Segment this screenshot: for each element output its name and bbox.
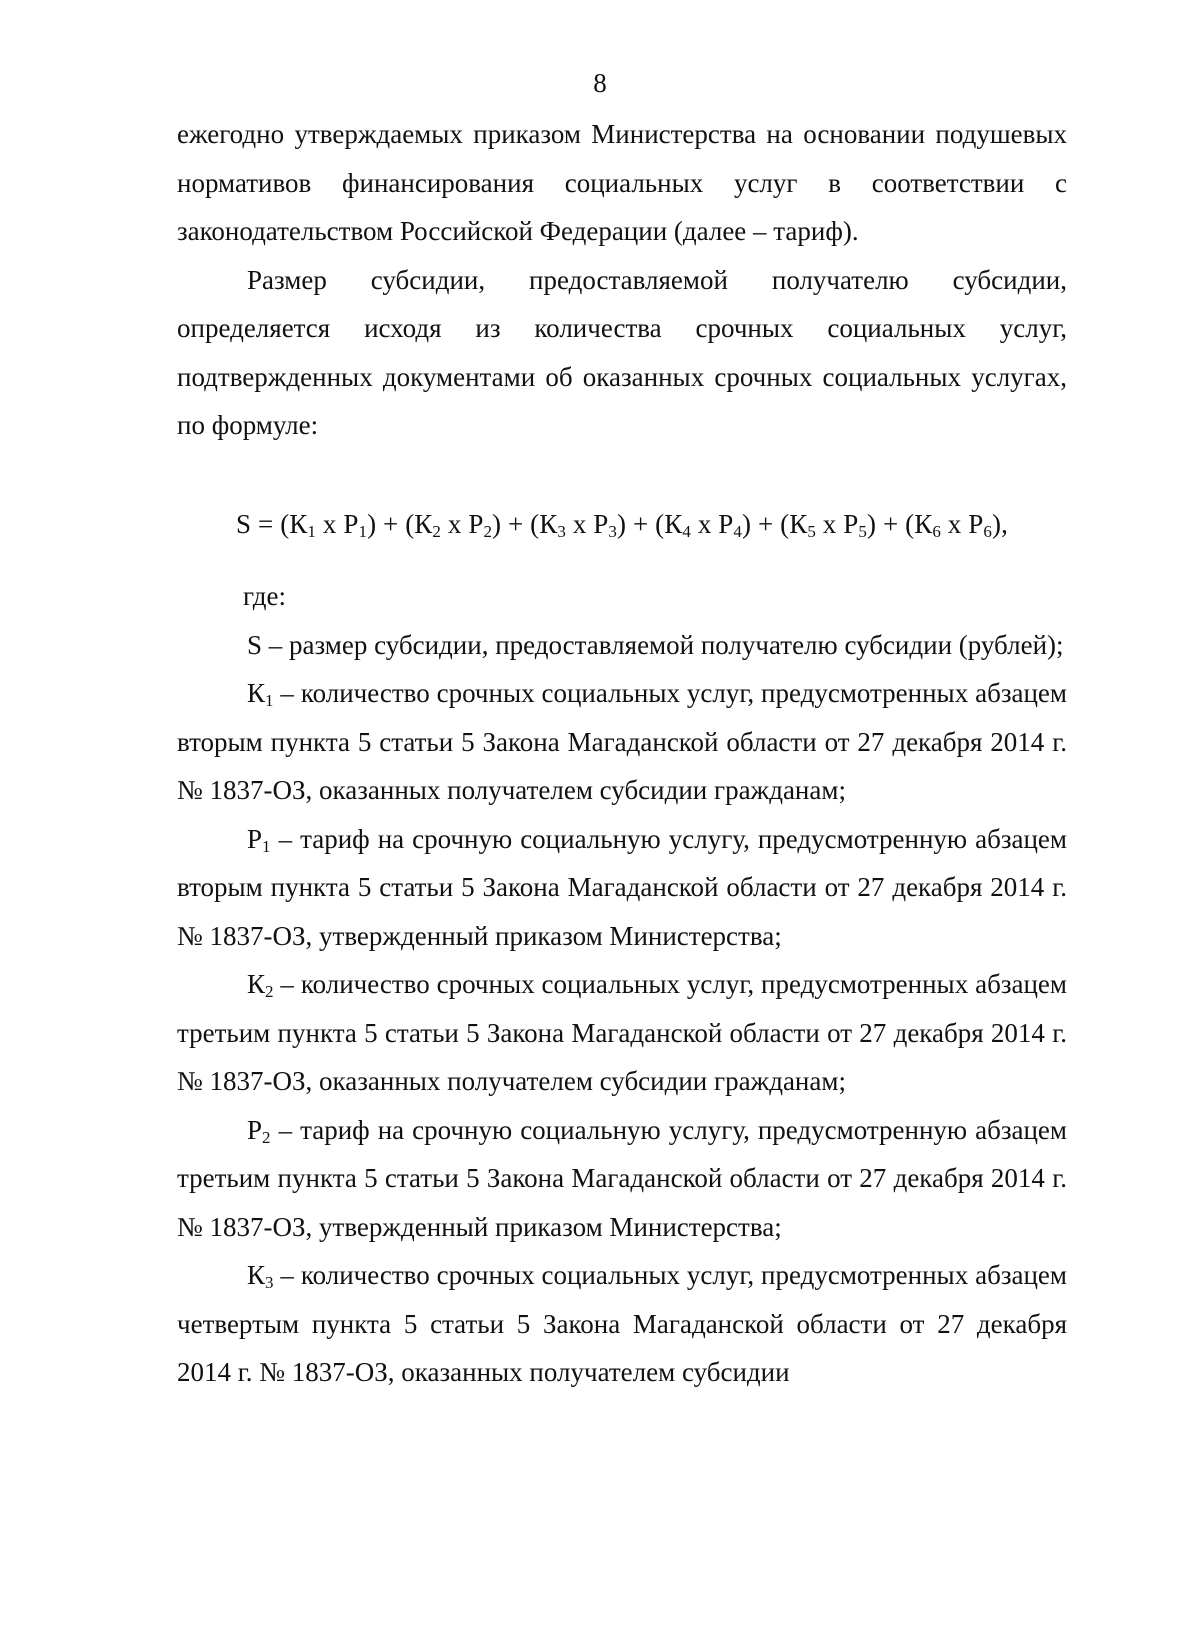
subsidy-formula: $S = (К_1$ х $Р_1) + (К_2$ х $Р_2) + (К_3$ х $Р_3) + (К_4$ х $Р_4) + (К_5$ х $Р_5) + (К_6$ х $Р_6$), (236, 508, 1008, 541)
formula-term: ($К_3$ х $Р_3$) (530, 508, 627, 541)
formula-term: ($К_4$ х $Р_4$) (655, 508, 752, 541)
definition-item: $К_3$ – количество срочных социальных услуг, предусмотренных абзацем четвертым пункта 5 статьи 5 Закона Магаданской области от 27 декабря 2014 г. № 1837-ОЗ, оказанных получателем субсидии (177, 1260, 1067, 1387)
formula-term: ($К_2$ х $Р_2$) (405, 508, 502, 541)
paragraph-subsidy-size: Размер субсидии, предоставляемой получателю субсидии, определяется исходя из количества срочных социальных услуг, подтвержденных документами об оказанных срочных социальных услугах, по формуле: (177, 264, 1067, 440)
paragraph-tariff-continuation: ежегодно утверждаемых приказом Министерства на основании подушевых нормативов финансирования социальных услуг в соответствии с законодательством Российской Федерации (далее – тариф). (177, 119, 1067, 246)
where-label: где: (243, 581, 286, 611)
definition-item: $Р_1$ – тариф на срочную социальную услугу, предусмотренную абзацем вторым пункта 5 статьи 5 Закона Магаданской области от 27 декабря 2014 г. № 1837-ОЗ, утвержденный приказом Министерства; (177, 823, 1067, 951)
definition-item: S – размер субсидии, предоставляемой получателю субсидии (рублей); (247, 629, 1064, 660)
definition-item: $К_2$ – количество срочных социальных услуг, предусмотренных абзацем третьим пункта 5 статьи 5 Закона Магаданской области от 27 декабря 2014 г. № 1837-ОЗ, оказанных получателем субсидии гражданам; (177, 969, 1067, 1096)
document-body (177, 110, 1067, 1397)
formula-lhs: S = (236, 508, 281, 539)
formula-ending: , (1001, 508, 1008, 539)
formula-term: ($К_6$ х $Р_6$) (905, 508, 1002, 541)
formula-term: ($К_5$ х $Р_5$) (780, 508, 877, 541)
definition-item: $Р_2$ – тариф на срочную социальную услугу, предусмотренную абзацем третьим пункта 5 статьи 5 Закона Магаданской области от 27 декабря 2014 г. № 1837-ОЗ, утвержденный приказом Министерства; (177, 1114, 1067, 1242)
formula-term: ($К_1$ х $Р_1$) (280, 508, 377, 541)
page-number: 8 (593, 68, 607, 98)
definition-item: $К_1$ – количество срочных социальных услуг, предусмотренных абзацем вторым пункта 5 статьи 5 Закона Магаданской области от 27 декабря 2014 г. № 1837-ОЗ, оказанных получателем субсидии гражданам; (177, 678, 1067, 805)
